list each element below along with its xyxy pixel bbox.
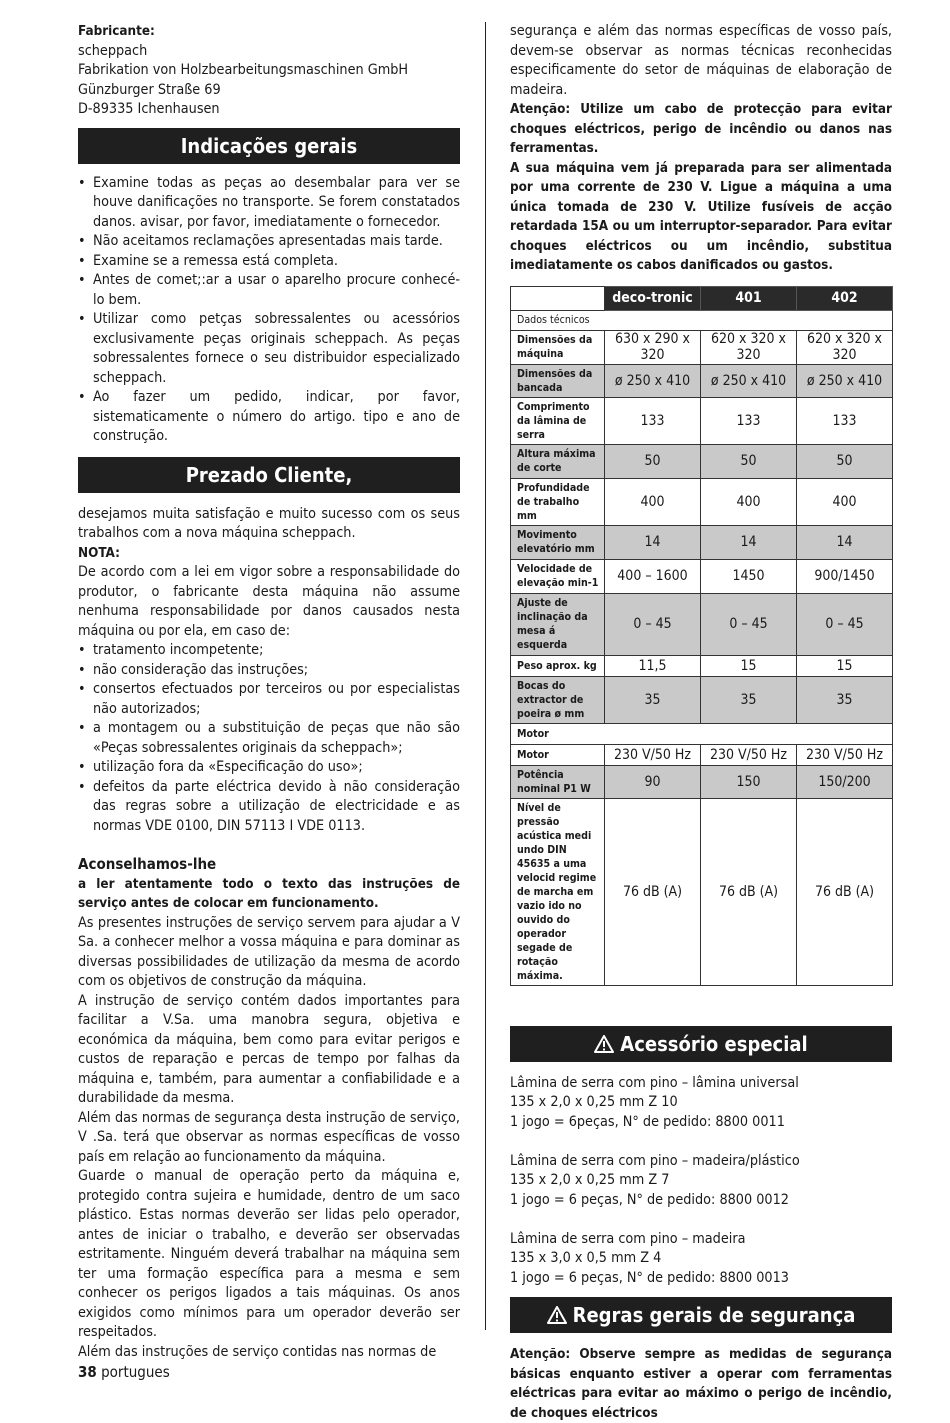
table-row bbox=[511, 478, 893, 525]
cell: 35 bbox=[797, 676, 893, 723]
advise-bold-text: a ler atentamente todo o texto das instruções de serviço antes de colocar em funcionamento. bbox=[78, 876, 460, 911]
row-label: Bocas do extractor de poeira ø mm bbox=[511, 676, 605, 723]
paragraph: A instrução de serviço contém dados importantes para facilitar a V.Sa. uma manobra segura, objetiva e económica da máquina, bem como para evitar perigos e custos de reparação e percas de tempo por falhas da máquina e, também, para aumentar a confiabilidade e a durabilidade da mesma. bbox=[78, 992, 460, 1106]
list-item: • consertos efectuados por terceiros ou por especialistas não autorizados; bbox=[78, 680, 460, 719]
cell: 620 x 320 x 320 bbox=[797, 330, 893, 364]
safety-section-title bbox=[510, 1297, 892, 1333]
cell: 133 bbox=[701, 397, 797, 444]
table-row bbox=[511, 676, 893, 723]
cell: 50 bbox=[605, 444, 701, 478]
manufacturer-label: Fabricante: bbox=[78, 24, 155, 39]
cell: ø 250 x 410 bbox=[701, 364, 797, 397]
cell: 230 V/50 Hz bbox=[701, 744, 797, 765]
section-label: Dados técnicos bbox=[511, 310, 893, 330]
manufacturer-line: Günzburger Straße 69 bbox=[78, 81, 221, 98]
cell: 620 x 320 x 320 bbox=[701, 330, 797, 364]
safety-text: Atenção: Observe sempre as medidas de segurança básicas enquanto estiver a operar com ferramentas eléctricas para evitar ao máximo o perigo de incêndio, de choques eléctricos bbox=[510, 1347, 892, 1421]
manufacturer-line: scheppach bbox=[78, 42, 148, 59]
attention-text: Atenção: Utilize um cabo de protecção para evitar choques eléctricos, perigo de incêndio ou danos nas ferramentas. bbox=[510, 102, 892, 156]
accessory-list bbox=[510, 1074, 892, 1289]
table-row bbox=[511, 397, 893, 444]
cell: ø 250 x 410 bbox=[797, 364, 893, 397]
list-item: • tratamento incompetente; bbox=[78, 641, 460, 661]
note-text: De acordo com a lei em vigor sobre a responsabilidade do produtor, o fabricante desta máquina não assume nenhuma responsabilidade por danos causados nesta máquina ou por ela, em caso de: bbox=[78, 564, 460, 639]
accessory-name: Lâmina de serra com pino – lâmina universal bbox=[510, 1074, 799, 1091]
accessory-spec: 135 x 2,0 x 0,25 mm Z 10 bbox=[510, 1094, 678, 1110]
table-row bbox=[511, 655, 893, 676]
technical-data-table bbox=[510, 286, 893, 986]
cell: 15 bbox=[701, 655, 797, 676]
cell: ø 250 x 410 bbox=[605, 364, 701, 397]
accessory-spec: 135 x 3,0 x 0,5 mm Z 4 bbox=[510, 1250, 662, 1266]
warning-icon bbox=[594, 1028, 614, 1064]
accessory-order: 1 jogo = 6 peças, N° de pedido: 8800 0013 bbox=[510, 1269, 789, 1286]
row-label: Potência nominal P1 W bbox=[511, 765, 605, 798]
section-label: Motor bbox=[511, 723, 893, 744]
cell: 150/200 bbox=[797, 765, 893, 798]
cell: 133 bbox=[797, 397, 893, 444]
accessory-name: Lâmina de serra com pino – madeira bbox=[510, 1230, 746, 1247]
table-corner bbox=[511, 286, 605, 310]
table-section-row bbox=[511, 723, 893, 744]
table-row bbox=[511, 559, 893, 593]
page-language: portugues bbox=[101, 1363, 170, 1381]
intro-text: segurança e além das normas específicas de vosso país, devem-se observar as normas técnicas reconhecidas especificamente do setor de máquinas de elaboração de madeira. bbox=[510, 23, 892, 98]
paragraph: Além das normas de segurança desta instrução de serviço, V .Sa. terá que observar as normas específicas de vosso país em relação ao funcionamento da máquina. bbox=[78, 1109, 460, 1165]
cell: 900/1450 bbox=[797, 559, 893, 593]
accessory-spec: 135 x 2,0 x 0,25 mm Z 7 bbox=[510, 1172, 670, 1188]
column-header: 402 bbox=[797, 286, 893, 310]
general-section-title: Indicações gerais bbox=[78, 128, 460, 164]
accessory-section-title bbox=[510, 1026, 892, 1062]
cell: 35 bbox=[605, 676, 701, 723]
row-label: Comprimento da lâmina de serra bbox=[511, 397, 605, 444]
row-label: Altura máxima de corte bbox=[511, 444, 605, 478]
table-section-row bbox=[511, 310, 893, 330]
right-column bbox=[510, 22, 892, 1423]
page-footer bbox=[78, 1363, 170, 1381]
voltage-text: A sua máquina vem já preparada para ser alimentada por uma corrente de 230 V. Ligue a máquina a uma única tomada de 230 V. Utilize fusíveis de acção retardada 15A ou um interruptor-separador. Para evitar choques eléctricos ou um incêndio, substitua imediatamente os cabos danificados ou gastos. bbox=[510, 160, 892, 273]
row-label: Dimensões da bancada bbox=[511, 364, 605, 397]
cell: 400 bbox=[797, 478, 893, 525]
cell: 150 bbox=[701, 765, 797, 798]
table-row bbox=[511, 364, 893, 397]
cell: 0 – 45 bbox=[797, 593, 893, 655]
cell: 230 V/50 Hz bbox=[605, 744, 701, 765]
accessory-order: 1 jogo = 6peças, N° de pedido: 8800 0011 bbox=[510, 1113, 785, 1130]
cell: 133 bbox=[605, 397, 701, 444]
left-column bbox=[78, 22, 460, 1362]
table-row bbox=[511, 765, 893, 798]
manufacturer-line: D-89335 Ichenhausen bbox=[78, 101, 220, 117]
table-row bbox=[511, 593, 893, 655]
table-row bbox=[511, 330, 893, 364]
cell: 76 dB (A) bbox=[701, 798, 797, 985]
cell: 630 x 290 x 320 bbox=[605, 330, 701, 364]
customer-section-title: Prezado Cliente, bbox=[78, 457, 460, 493]
cell: 50 bbox=[797, 444, 893, 478]
cell: 15 bbox=[797, 655, 893, 676]
table-row bbox=[511, 798, 893, 985]
advise-heading: Aconselhamos-lhe bbox=[78, 855, 217, 873]
warning-icon bbox=[547, 1299, 567, 1335]
table-row bbox=[511, 525, 893, 559]
note-list bbox=[78, 641, 460, 836]
cell: 90 bbox=[605, 765, 701, 798]
row-label: Ajuste de inclinação da mesa á esquerda bbox=[511, 593, 605, 655]
paragraph: Além das instruções de serviço contidas nas normas de bbox=[78, 1343, 437, 1360]
cell: 400 – 1600 bbox=[605, 559, 701, 593]
cell: 14 bbox=[797, 525, 893, 559]
row-label: Motor bbox=[511, 744, 605, 765]
cell: 76 dB (A) bbox=[797, 798, 893, 985]
column-header: 401 bbox=[701, 286, 797, 310]
row-label: Movimento elevatório mm bbox=[511, 525, 605, 559]
row-label: Dimensões da máquina bbox=[511, 330, 605, 364]
list-item: • Examine se a remessa está completa. bbox=[78, 252, 460, 272]
table-header-row bbox=[511, 286, 893, 310]
accessory-name: Lâmina de serra com pino – madeira/plástico bbox=[510, 1152, 800, 1169]
list-item: • utilização fora da «Especificação do uso»; bbox=[78, 758, 460, 778]
general-list bbox=[78, 174, 460, 447]
table-row bbox=[511, 444, 893, 478]
paragraph: As presentes instruções de serviço servem para ajudar a V Sa. a conhecer melhor a vossa máquina e para dominar as diversas possibilidades de utilização da mesma de acordo com os objetivos de construção da máquina. bbox=[78, 914, 460, 989]
column-divider bbox=[485, 22, 486, 1330]
cell: 400 bbox=[701, 478, 797, 525]
page-number: 38 bbox=[78, 1363, 97, 1381]
list-item: • não consideração das instruções; bbox=[78, 661, 460, 681]
table-row bbox=[511, 744, 893, 765]
cell: 400 bbox=[605, 478, 701, 525]
list-item: • a montagem ou a substituição de peças que não são «Peças sobressalentes originais da scheppach»; bbox=[78, 719, 460, 758]
cell: 11,5 bbox=[605, 655, 701, 676]
cell: 14 bbox=[701, 525, 797, 559]
list-item: • Não aceitamos reclamações apresentadas mais tarde. bbox=[78, 232, 460, 252]
list-item: • Utilizar como petças sobressalentes ou acessórios exclusivamente peças originais scheppach. As peças sobressalentes fornece o seu distribuidor especializado scheppach. bbox=[78, 310, 460, 388]
accessory-title-text: Acessório especial bbox=[620, 1031, 808, 1056]
row-label: Profundidade de trabalho mm bbox=[511, 478, 605, 525]
cell: 1450 bbox=[701, 559, 797, 593]
row-label: Nível de pressão acústica medi undo DIN 45635 a uma velocid regime de marcha em vazio ido no ouvido do operador segade de rotação máxima. bbox=[511, 798, 605, 985]
cell: 0 – 45 bbox=[605, 593, 701, 655]
customer-intro: desejamos muita satisfação e muito sucesso com os seus trabalhos com a nova máquina scheppach. bbox=[78, 505, 460, 541]
cell: 50 bbox=[701, 444, 797, 478]
manufacturer-line: Fabrikation von Holzbearbeitungsmaschinen GmbH bbox=[78, 62, 409, 78]
cell: 14 bbox=[605, 525, 701, 559]
note-label: NOTA: bbox=[78, 545, 120, 561]
list-item: • Ao fazer um pedido, indicar, por favor, sistematicamente o número do artigo. tipo e ano de construção. bbox=[78, 388, 460, 447]
column-header: deco-tronic bbox=[605, 286, 701, 310]
list-item: • Antes de comet;:ar a usar o aparelho procure conhecé-lo bem. bbox=[78, 271, 460, 310]
cell: 76 dB (A) bbox=[605, 798, 701, 985]
cell: 0 – 45 bbox=[701, 593, 797, 655]
paragraph: Guarde o manual de operação perto da máquina e, protegido contra sujeira e humidade, dentro de um saco plástico. Estas normas deverão ser lidas pelo operador, antes de iniciar o trabalho, e deverão ser observadas estritamente. Ninguém deverá trabalhar na máquina sem ter uma formação específica para a mesma e sem conhecer os perigos ligados a tais máquinas. Os anos exigidos como mínimos para um operador deverão ser respeitados. bbox=[78, 1168, 460, 1340]
list-item: • Examine todas as peças ao desembalar para ver se houve danificações no transporte. Se forem constatados danos. avisar, por favor, imediatamente o fornecedor. bbox=[78, 174, 460, 233]
row-label: Peso aprox. kg bbox=[511, 655, 605, 676]
accessory-order: 1 jogo = 6 peças, N° de pedido: 8800 0012 bbox=[510, 1191, 789, 1208]
safety-title-text: Regras gerais de segurança bbox=[572, 1303, 856, 1327]
list-item: • defeitos da parte eléctrica devido à não consideração das regras sobre a utilização de electricidade e as normas VDE 0100, DIN 57113 I VDE 0113. bbox=[78, 778, 460, 837]
cell: 230 V/50 Hz bbox=[797, 744, 893, 765]
cell: 35 bbox=[701, 676, 797, 723]
row-label: Velocidade de elevação min-1 bbox=[511, 559, 605, 593]
